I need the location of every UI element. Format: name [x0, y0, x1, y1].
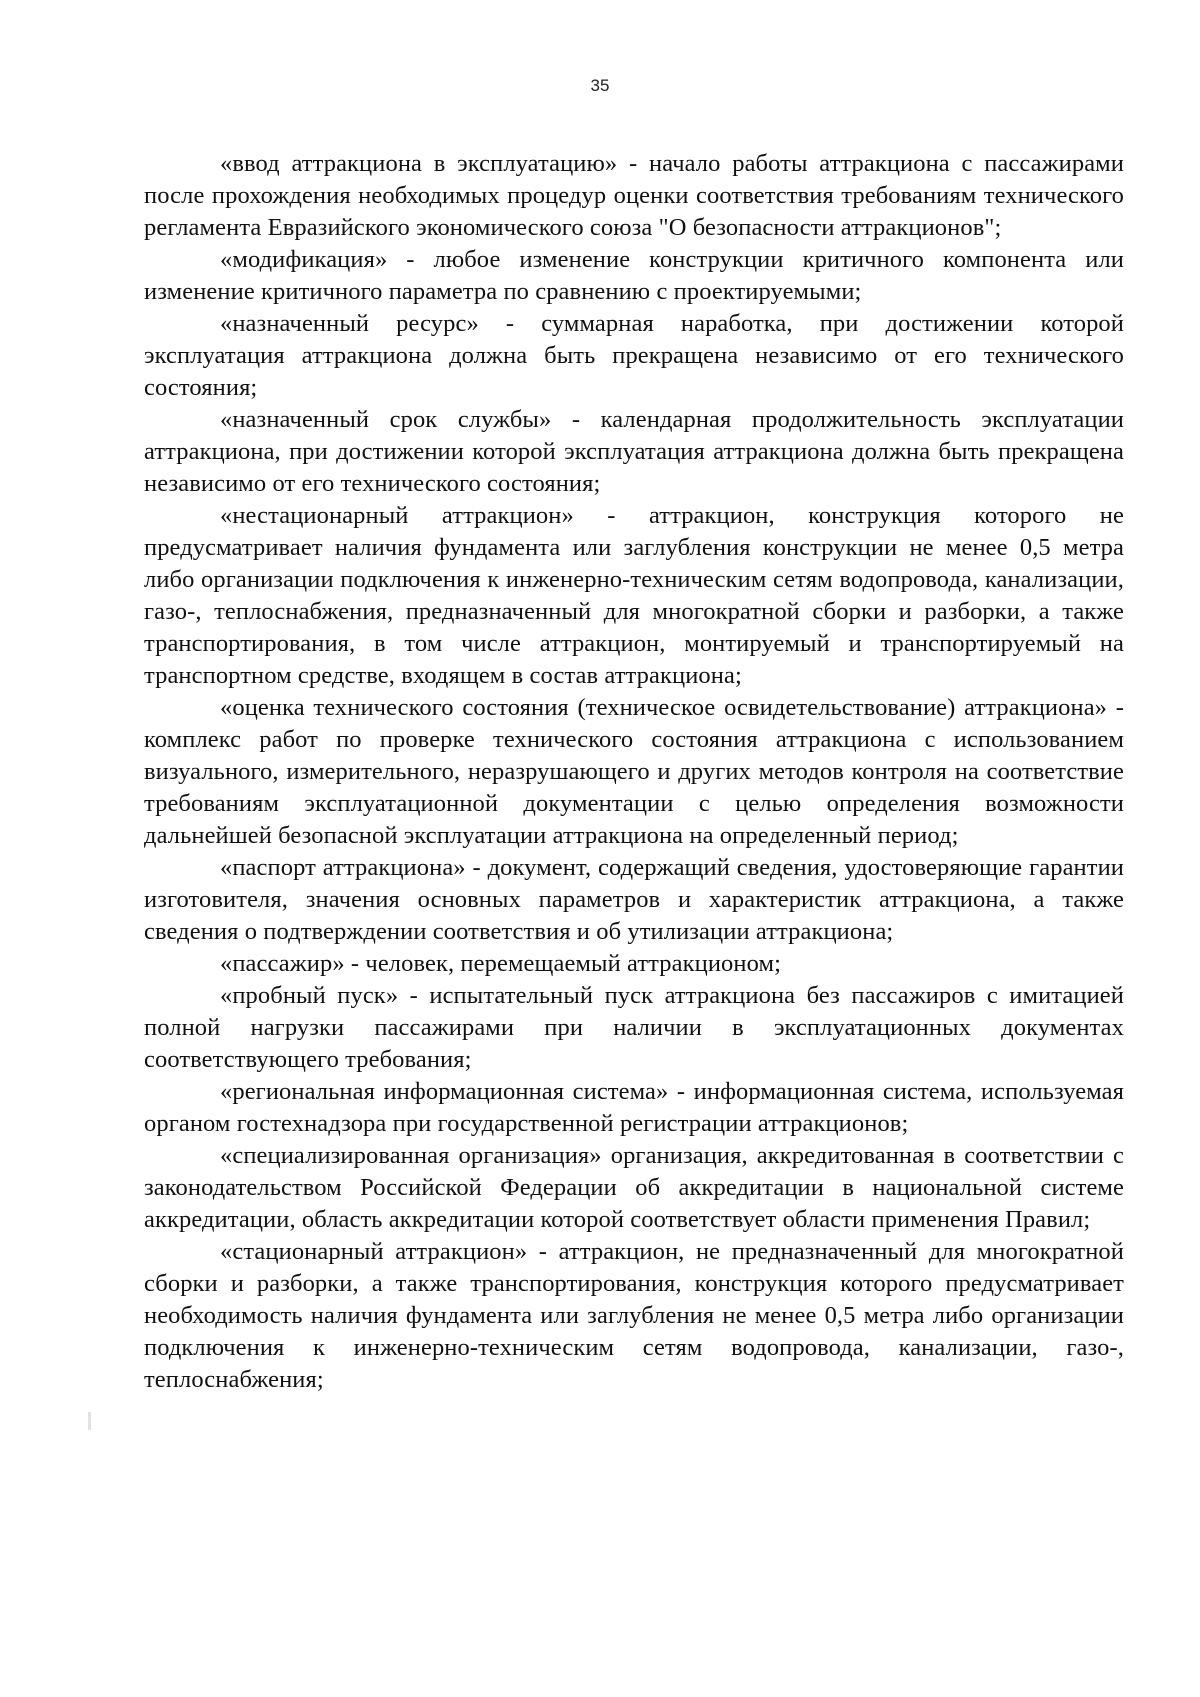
definition-paragraph: «специализированная организация» организация, аккредитованная в соответствии с законодательством Российской Федерации об аккредитации в национальной системе аккредитации, область аккредитации которой соответствует области применения Правил;	[144, 1142, 1124, 1233]
definition-paragraph: «пробный пуск» - испытательный пуск аттракциона без пассажиров с имитацией полной нагрузки пассажирами при наличии в эксплуатационных документах соответствующего требования;	[144, 982, 1124, 1073]
scan-artifact	[88, 1412, 91, 1430]
definition-paragraph: «ввод аттракциона в эксплуатацию» - начало работы аттракциона с пассажирами после прохождения необходимых процедур оценки соответствия требованиям технического регламента Евразийского экономического союза "О безопасности аттракционов";	[144, 150, 1124, 241]
document-body	[144, 148, 1124, 1396]
page-number: 35	[590, 76, 610, 95]
definition-paragraph: «назначенный ресурс» - суммарная наработка, при достижении которой эксплуатация аттракциона должна быть прекращена независимо от его технического состояния;	[144, 310, 1124, 401]
definition-paragraph: «региональная информационная система» - информационная система, используемая органом гостехнадзора при государственной регистрации аттракционов;	[144, 1078, 1124, 1137]
definition-paragraph: «назначенный срок службы» - календарная продолжительность эксплуатации аттракциона, при достижении которой эксплуатация аттракциона должна быть прекращена независимо от его технического состояния;	[144, 406, 1124, 497]
definition-paragraph: «модификация» - любое изменение конструкции критичного компонента или изменение критичного параметра по сравнению с проектируемыми;	[144, 246, 1124, 305]
definition-paragraph: «пассажир» - человек, перемещаемый аттракционом;	[220, 950, 781, 977]
definition-paragraph: «оценка технического состояния (техническое освидетельствование) аттракциона» - комплекс работ по проверке технического состояния аттракциона с использованием визуального, измерительного, неразрушающего и других методов контроля на соответствие требованиям эксплуатационной документации с целью определения возможности дальнейшей безопасной эксплуатации аттракциона на определенный период;	[144, 694, 1124, 849]
definition-paragraph: «нестационарный аттракцион» - аттракцион, конструкция которого не предусматривает наличия фундамента или заглубления конструкции не менее 0,5 метра либо организации подключения к инженерно-техническим сетям водопровода, канализации, газо-, теплоснабжения, предназначенный для многократной сборки и разборки, а также транспортирования, в том числе аттракцион, монтируемый и транспортируемый на транспортном средстве, входящем в состав аттракциона;	[144, 502, 1124, 689]
definition-paragraph: «стационарный аттракцион» - аттракцион, не предназначенный для многократной сборки и разборки, а также транспортирования, конструкция которого предусматривает необходимость наличия фундамента или заглубления не менее 0,5 метра либо организации подключения к инженерно-техническим сетям водопровода, канализации, газо-, теплоснабжения;	[144, 1238, 1124, 1393]
definition-paragraph: «паспорт аттракциона» - документ, содержащий сведения, удостоверяющие гарантии изготовителя, значения основных параметров и характеристик аттракциона, а также сведения о подтверждении соответствия и об утилизации аттракциона;	[144, 854, 1124, 945]
